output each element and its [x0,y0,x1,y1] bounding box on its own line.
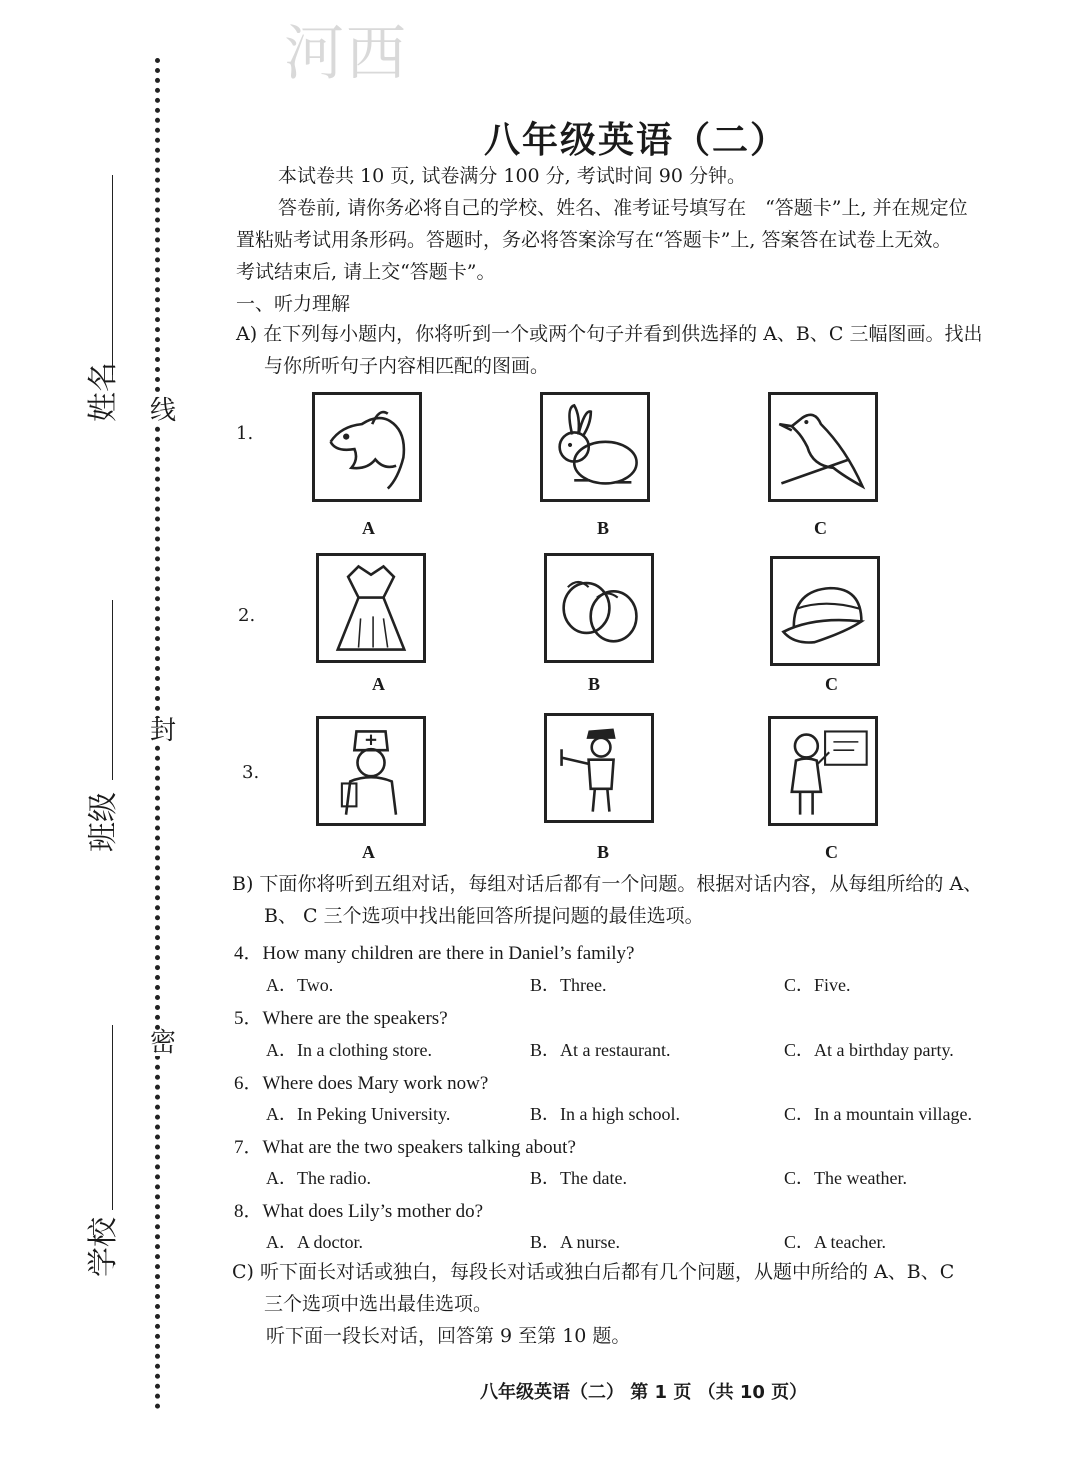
option-label: A [372,674,385,694]
question-text: 4．How many children are there in Daniel’s family? [234,943,635,964]
bird-icon [768,392,878,502]
option-label: B [597,518,610,538]
option-c: C．A teacher. [784,1232,886,1252]
option-label: C [814,518,827,538]
seal-char-line: 线 [149,396,176,426]
class-label: 班级 [86,792,121,852]
question-text: 5．Where are the speakers? [234,1008,448,1029]
seal-char-secret: 密 [149,1028,176,1058]
question-text: 6．Where does Mary work now? [234,1073,489,1094]
teacher-icon [768,716,878,826]
policeman-icon [544,713,654,823]
option-c: C．Five. [784,975,851,995]
part-a-instruction-2: 与你所听句子内容相匹配的图画。 [264,355,550,377]
dress-icon [316,553,426,663]
intro-line-2: 答卷前, 请你务必将自己的学校、姓名、准考证号填写在 “答题卡”上, 并在规定位 [278,197,968,219]
seal-char-seal: 封 [149,716,176,746]
school-label: 学校 [86,1217,121,1277]
doctor-icon [316,716,426,826]
gloves-icon [544,553,654,663]
name-fill-line [112,175,113,375]
intro-line-3: 置粘贴考试用条形码。答题时，务必将答案涂写在“答题卡”上, 答案答在试卷上无效。 [236,229,952,251]
part-c-instruction-3: 听下面一段长对话，回答第 9 至第 10 题。 [266,1325,631,1347]
cap-icon [770,556,880,666]
option-a: A．In a clothing store. [266,1040,432,1060]
section-heading: 一、听力理解 [236,293,351,315]
option-b: B．The date. [530,1168,627,1188]
option-a: A．In Peking University. [266,1104,451,1124]
page-footer: 八年级英语（二） 第 1 页 （共 10 页） [480,1382,808,1403]
option-label: A [362,842,375,862]
page-title: 八年级英语（二） [483,120,788,161]
school-fill-line [112,1025,113,1210]
option-b: B．Three. [530,975,607,995]
option-label: A [362,518,375,538]
question-number: 3. [242,762,260,783]
option-a: A．Two. [266,975,334,995]
part-a-instruction-1: A) 在下列每小题内，你将听到一个或两个句子并看到供选择的 A、B、C 三幅图画。找出 [236,323,983,345]
option-c: C．In a mountain village. [784,1104,972,1124]
rabbit-icon [540,392,650,502]
option-b: B．At a restaurant. [530,1040,671,1060]
option-label: C [825,674,838,694]
option-label: B [588,674,601,694]
option-b: B．A nurse. [530,1232,620,1252]
option-label: C [825,842,838,862]
question-text: 7．What are the two speakers talking about? [234,1137,576,1158]
part-b-instruction-2: B、 C 三个选项中找出能回答所提问题的最佳选项。 [264,905,704,927]
part-b-instruction-1: B) 下面你将听到五组对话，每组对话后都有一个问题。根据对话内容，从每组所给的 A、 [232,873,983,895]
part-c-instruction-2: 三个选项中选出最佳选项。 [264,1293,493,1315]
question-number: 1. [236,423,254,444]
question-number: 2. [238,605,256,626]
option-b: B．In a high school. [530,1104,680,1124]
option-c: C．At a birthday party. [784,1040,954,1060]
option-c: C．The weather. [784,1168,907,1188]
intro-line-1: 本试卷共 10 页, 试卷满分 100 分, 考试时间 90 分钟。 [278,165,747,187]
watermark: 河西 [284,19,408,89]
part-c-instruction-1: C) 听下面长对话或独白，每段长对话或独白后都有几个问题，从题中所给的 A、B、C [232,1261,955,1283]
class-fill-line [112,600,113,780]
dolphin-icon [312,392,422,502]
name-label: 姓名 [86,362,121,422]
intro-line-4: 考试结束后, 请上交“答题卡”。 [236,261,496,283]
option-a: A．The radio. [266,1168,371,1188]
option-label: B [597,842,610,862]
option-a: A．A doctor. [266,1232,363,1252]
question-text: 8．What does Lily’s mother do? [234,1201,484,1222]
